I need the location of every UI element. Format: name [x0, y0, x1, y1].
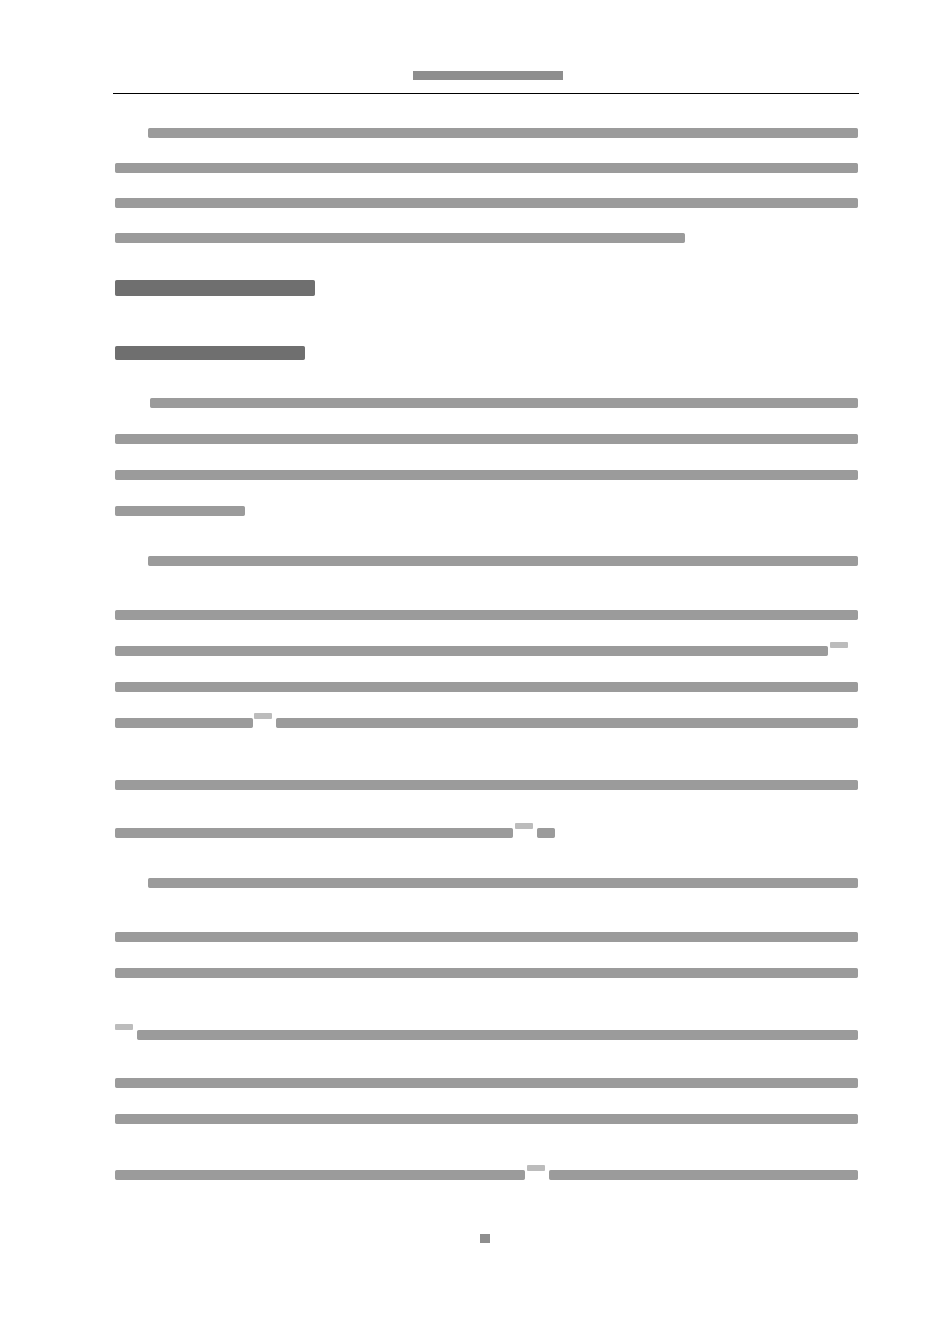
text-line	[115, 682, 858, 692]
text-line	[150, 398, 858, 408]
text-line	[115, 646, 828, 656]
text-line	[115, 198, 858, 208]
text-line	[115, 1078, 858, 1088]
text-line	[115, 968, 858, 978]
subsection-heading	[115, 346, 305, 360]
text-line	[115, 163, 858, 173]
text-line	[115, 932, 858, 942]
header-divider	[113, 93, 859, 94]
text-line	[148, 556, 858, 566]
text-line	[148, 878, 858, 888]
citation-marker	[115, 1024, 133, 1030]
text-line	[115, 610, 858, 620]
text-line	[115, 233, 685, 243]
text-line	[115, 434, 858, 444]
text-line	[115, 1114, 858, 1124]
page-number	[480, 1234, 490, 1243]
text-line	[115, 1170, 525, 1180]
citation-marker	[527, 1165, 545, 1171]
text-line	[115, 780, 858, 790]
citation-marker	[254, 713, 272, 719]
citation-marker	[830, 642, 848, 648]
text-line	[148, 128, 858, 138]
text-line	[537, 828, 555, 838]
text-line	[115, 470, 858, 480]
text-line	[115, 828, 513, 838]
text-line	[276, 718, 858, 728]
text-line	[137, 1030, 858, 1040]
text-line	[549, 1170, 858, 1180]
text-line	[115, 506, 245, 516]
citation-marker	[515, 823, 533, 829]
text-line	[115, 718, 253, 728]
header-text-block	[413, 71, 563, 80]
section-heading	[115, 280, 315, 296]
